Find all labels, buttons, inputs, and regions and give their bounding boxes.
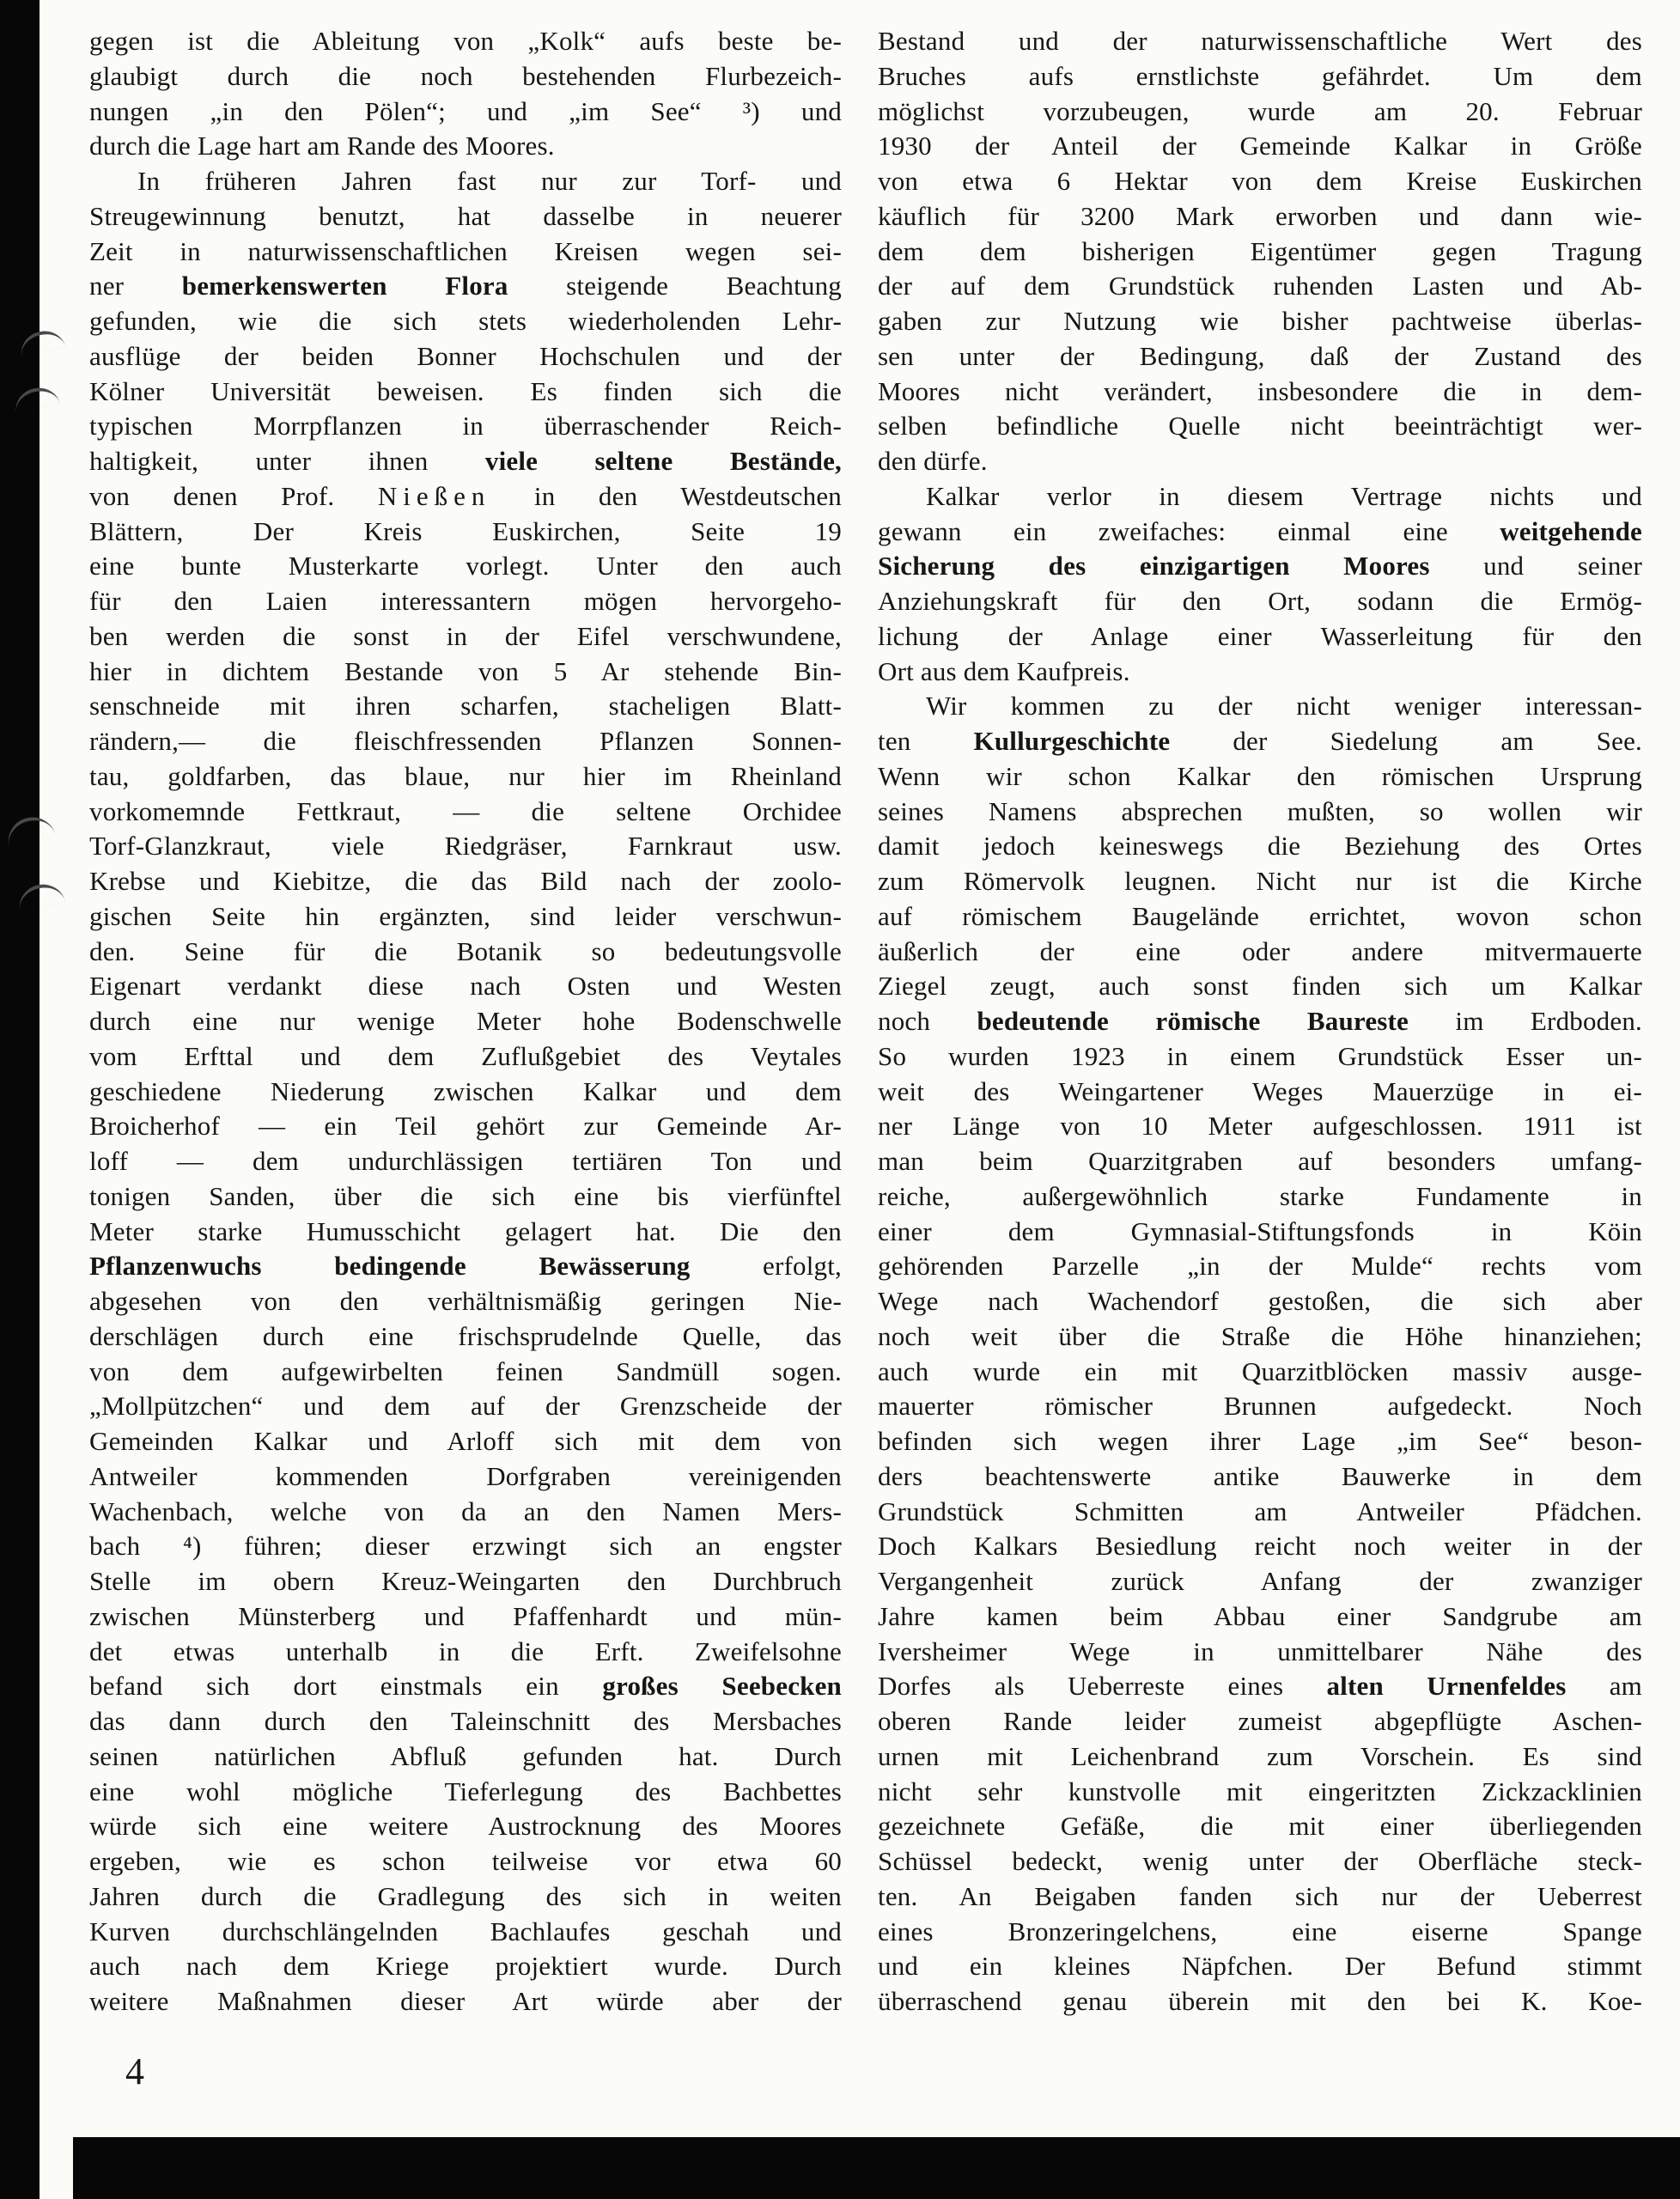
text-segment: vorkomemnde Fettkraut, — die seltene Orchidee [89, 795, 842, 826]
text-line [878, 864, 1642, 899]
text-segment: Kalkar verlor in diesem Vertrage nichts und [926, 480, 1642, 511]
text-segment: noch weit über die Straße die Höhe hinanziehen; [878, 1320, 1642, 1351]
text-line [878, 1669, 1642, 1704]
text-segment: Meter starke Humusschicht gelagert hat. Die den [89, 1215, 842, 1246]
text-segment: viele seltene Bestände, [484, 446, 842, 476]
text-segment: auch wurde ein mit Quarzitblöcken massiv ausge- [878, 1355, 1642, 1386]
page-number: 4 [125, 2050, 144, 2092]
text-segment: So wurden 1923 in einem Grundstück Esser un- [878, 1040, 1642, 1071]
text-segment: gegen ist die Ableitung von „Kolk“ aufs beste be- [89, 26, 842, 56]
text-line [89, 1949, 842, 1984]
text-line [878, 935, 1642, 970]
text-segment: tau, goldfarben, das blaue, nur hier im Rheinland [89, 760, 842, 791]
text-segment: 1930 der Anteil der Gemeinde Kalkar in Größe [878, 131, 1642, 161]
text-line [89, 479, 842, 515]
text-line [878, 1215, 1642, 1250]
text-line [89, 1844, 842, 1879]
text-line [89, 339, 842, 375]
text-line [878, 1949, 1642, 1984]
text-segment: Vergangenheit zurück Anfang der zwanziger [878, 1566, 1642, 1596]
text-segment: Torf-Glanzkraut, viele Riedgräser, Farnkraut usw. [89, 831, 842, 862]
text-segment: seinen natürlichen Abfluß gefunden hat. Durch [89, 1740, 842, 1771]
text-line [89, 1495, 842, 1530]
text-line [89, 94, 842, 130]
text-segment: Moores nicht verändert, insbesondere die in dem- [878, 375, 1642, 406]
scan-edge-left-bar [0, 0, 40, 2199]
text-line [89, 1424, 842, 1459]
text-line [89, 1355, 842, 1390]
text-segment: damit jedoch keineswegs die Beziehung des Ortes [878, 831, 1642, 862]
text-line [89, 1809, 842, 1844]
text-line [89, 269, 842, 304]
text-line [878, 59, 1642, 94]
text-segment: auch nach dem Kriege projektiert wurde. Durch [89, 1951, 842, 1982]
text-line [89, 409, 842, 444]
text-line [89, 549, 842, 584]
text-line [878, 1984, 1642, 2019]
text-segment: am [1566, 1671, 1642, 1702]
text-line [878, 759, 1642, 795]
text-segment: alten Urnenfeldes [1326, 1671, 1567, 1702]
text-line [878, 1599, 1642, 1635]
text-segment: möglichst vorzubeugen, wurde am 20. Februar [878, 95, 1642, 126]
text-segment: befinden sich wegen ihrer Lage „im See“ beson- [878, 1426, 1642, 1456]
text-segment: Gemeinden Kalkar und Arloff sich mit dem von [89, 1426, 842, 1456]
text-segment: bedeutende römische Baureste [977, 1006, 1409, 1036]
text-line [89, 969, 842, 1004]
text-line [89, 1739, 842, 1775]
text-line [878, 829, 1642, 864]
text-segment: hier in dichtem Bestande von 5 Ar stehende Bin- [89, 655, 842, 686]
text-line [89, 689, 842, 724]
text-segment: Zeit in naturwissenschaftlichen Kreisen wegen sei- [89, 235, 842, 266]
text-line [878, 479, 1642, 515]
text-segment: Stelle im obern Kreuz-Weingarten den Durchbruch [89, 1566, 842, 1596]
text-segment: Wenn wir schon Kalkar den römischen Ursprung [878, 760, 1642, 791]
text-line [89, 619, 842, 655]
text-segment: gehörenden Parzelle „in der Mulde“ rechts vom [878, 1251, 1642, 1282]
text-line [878, 584, 1642, 619]
text-segment: rändern,— die fleischfressenden Pflanzen Sonnen- [89, 726, 842, 756]
text-line [89, 1284, 842, 1319]
text-line [89, 1459, 842, 1495]
text-line [89, 1669, 842, 1704]
text-line [878, 1564, 1642, 1599]
text-segment: gewann ein zweifaches: einmal eine [878, 515, 1500, 546]
text-segment: Broicherhof — ein Teil gehört zur Gemeinde Ar- [89, 1111, 842, 1142]
text-segment: Blättern, Der Kreis Euskirchen, Seite 19 [89, 515, 842, 546]
text-line [89, 759, 842, 795]
text-line [878, 1775, 1642, 1810]
text-line [89, 59, 842, 94]
text-line [878, 1319, 1642, 1355]
text-line [89, 1004, 842, 1039]
text-column-right [878, 24, 1642, 2019]
text-line [878, 199, 1642, 235]
text-line [89, 1984, 842, 2019]
text-line [89, 1179, 842, 1215]
text-line [878, 1179, 1642, 1215]
text-line [89, 1215, 842, 1250]
text-line [878, 1739, 1642, 1775]
text-line [89, 899, 842, 935]
text-line [878, 1809, 1642, 1844]
text-segment: Ziegel zeugt, auch sonst finden sich um Kalkar [878, 971, 1642, 1002]
text-segment: seines Namens absprechen mußten, so wollen wir [878, 795, 1642, 826]
text-segment: befand sich dort einstmals ein [89, 1671, 603, 1702]
text-segment: ausflüge der beiden Bonner Hochschulen und der [89, 340, 842, 371]
text-line [878, 689, 1642, 724]
text-segment: äußerlich der eine oder andere mitvermauerte [878, 935, 1642, 966]
text-segment: eine wohl mögliche Tieferlegung des Bachbettes [89, 1776, 842, 1806]
text-segment: käuflich für 3200 Mark erworben und dann wie- [878, 200, 1642, 231]
text-line [89, 1075, 842, 1110]
text-line [878, 444, 1642, 479]
text-segment: auf römischem Baugelände errichtet, wovon schon [878, 900, 1642, 931]
text-line [89, 1915, 842, 1950]
text-segment: für den Laien interessantern mögen hervorgeho- [89, 586, 842, 616]
text-segment: gaben zur Nutzung wie bisher pachtweise überlas- [878, 306, 1642, 336]
scan-edge-bottom-bar [73, 2137, 1680, 2199]
text-line [89, 935, 842, 970]
text-segment: Jahre kamen beim Abbau einer Sandgrube am [878, 1600, 1642, 1631]
text-line [878, 1249, 1642, 1284]
text-line [878, 795, 1642, 830]
text-segment: von dem aufgewirbelten feinen Sandmüll sogen. [89, 1355, 842, 1386]
text-segment: Anziehungskraft für den Ort, sodann die Ermög- [878, 586, 1642, 616]
text-segment: eines Bronzeringelchens, eine eiserne Spange [878, 1916, 1642, 1946]
text-segment: durch eine nur wenige Meter hohe Bodenschwelle [89, 1006, 842, 1036]
text-line [89, 1879, 842, 1915]
text-segment: Dorfes als Ueberreste eines [878, 1671, 1327, 1702]
text-line [878, 1915, 1642, 1950]
text-line [878, 409, 1642, 444]
text-line [878, 24, 1642, 59]
text-line [878, 1495, 1642, 1530]
text-segment: zwischen Münsterberg und Pfaffenhardt und mün- [89, 1600, 842, 1631]
text-segment: Wachenbach, welche von da an den Namen Mers- [89, 1495, 842, 1526]
text-segment: ten. An Beigaben fanden sich nur der Ueberrest [878, 1880, 1642, 1911]
text-segment: Eigenart verdankt diese nach Osten und Westen [89, 971, 842, 1002]
text-line [878, 1355, 1642, 1390]
text-segment: von denen Prof. [89, 480, 378, 511]
text-line [89, 235, 842, 270]
text-line [878, 164, 1642, 199]
text-segment: loff — dem undurchlässigen tertiären Ton und [89, 1146, 842, 1176]
text-segment: Wir kommen zu der nicht weniger interessan- [926, 691, 1642, 722]
text-segment: Schüssel bedeckt, wenig unter der Oberfläche steck- [878, 1846, 1642, 1876]
text-segment: senschneide mit ihren scharfen, stacheligen Blatt- [89, 691, 842, 722]
text-segment: Kölner Universität beweisen. Es finden sich die [89, 375, 842, 406]
text-line [89, 864, 842, 899]
text-line [89, 129, 842, 164]
text-line [89, 1144, 842, 1179]
text-line [878, 724, 1642, 759]
text-segment: Pflanzenwuchs bedingende Bewässerung [89, 1251, 691, 1282]
text-line [878, 655, 1642, 690]
text-line [89, 1109, 842, 1144]
text-segment: ders beachtenswerte antike Bauwerke in dem [878, 1460, 1642, 1491]
text-line [878, 235, 1642, 270]
text-line [89, 655, 842, 690]
text-line [89, 724, 842, 759]
text-segment: ergeben, wie es schon teilweise vor etwa 60 [89, 1846, 842, 1876]
text-segment: ben werden die sonst in der Eifel verschwundene, [89, 620, 842, 651]
text-line [89, 304, 842, 339]
text-segment: weitgehende [1500, 515, 1642, 546]
text-segment: Sicherung des einzigartigen Moores [878, 551, 1430, 582]
text-line [89, 829, 842, 864]
text-segment: bach ⁴) führen; dieser erzwingt sich an engster [89, 1531, 842, 1562]
text-segment: oberen Rande leider zumeist abgepflügte Aschen- [878, 1706, 1642, 1736]
text-segment: im Erdboden. [1409, 1006, 1642, 1036]
text-line [878, 129, 1642, 164]
text-segment: Doch Kalkars Besiedlung reicht noch weiter in der [878, 1531, 1642, 1562]
text-segment: von etwa 6 Hektar von dem Kreise Euskirchen [878, 166, 1642, 196]
text-line [878, 304, 1642, 339]
text-segment: haltigkeit, unter ihnen [89, 446, 485, 476]
text-line [89, 1635, 842, 1670]
text-line [878, 1879, 1642, 1915]
text-line [89, 515, 842, 550]
text-segment: weitere Maßnahmen dieser Art würde aber der [89, 1986, 842, 2016]
text-line [878, 1424, 1642, 1459]
text-line [89, 375, 842, 410]
text-segment: Grundstück Schmitten am Antweiler Pfädchen. [878, 1495, 1642, 1526]
text-segment: der Siedelung am See. [1170, 726, 1642, 756]
text-line [89, 199, 842, 235]
text-segment: Streugewinnung benutzt, hat dasselbe in neuerer [89, 200, 842, 231]
text-segment: tonigen Sanden, über die sich eine bis vierfünftel [89, 1180, 842, 1211]
text-line [878, 969, 1642, 1004]
text-line [878, 619, 1642, 655]
text-segment: vom Erfttal und dem Zuflußgebiet des Veytales [89, 1040, 842, 1071]
text-line [89, 584, 842, 619]
text-segment: Iversheimer Wege in unmittelbarer Nähe des [878, 1636, 1642, 1666]
text-segment: nicht sehr kunstvolle mit eingeritzten Zickzacklinien [878, 1776, 1642, 1806]
text-segment: gischen Seite hin ergänzten, sind leider verschwun- [89, 900, 842, 931]
text-line [878, 1075, 1642, 1110]
text-line [878, 1109, 1642, 1144]
text-segment: weit des Weingartener Weges Mauerzüge in ei- [878, 1075, 1642, 1106]
text-segment: bemerkenswerten Flora [181, 271, 508, 302]
text-line [89, 444, 842, 479]
text-segment: reiche, außergewöhnlich starke Fundamente in [878, 1180, 1642, 1211]
text-line [878, 1529, 1642, 1564]
text-column-left [89, 24, 842, 2019]
text-segment: man beim Quarzitgraben auf besonders umfang- [878, 1146, 1642, 1176]
text-segment: in den Westdeutschen [490, 480, 842, 511]
text-segment: zum Römervolk leugnen. Nicht nur ist die Kirche [878, 866, 1642, 896]
text-line [878, 549, 1642, 584]
text-segment: Bestand und der naturwissenschaftliche Wert des [878, 26, 1642, 56]
text-segment: urnen mit Leichenbrand zum Vorschein. Es sind [878, 1740, 1642, 1771]
text-line [89, 24, 842, 59]
text-segment: durch die Lage hart am Rande des Moores. [89, 131, 555, 161]
text-segment: einer dem Gymnasial-Stiftungsfonds in Köin [878, 1215, 1642, 1246]
text-line [878, 1459, 1642, 1495]
text-segment: geschiedene Niederung zwischen Kalkar und dem [89, 1075, 842, 1106]
text-segment: Kullurgeschichte [973, 726, 1171, 756]
text-segment: das dann durch den Taleinschnitt des Mersbaches [89, 1706, 842, 1736]
text-segment: abgesehen von den verhältnismäßig geringen Nie- [89, 1286, 842, 1316]
text-segment: glaubigt durch die noch bestehenden Flurbezeich- [89, 60, 842, 91]
text-line [878, 1844, 1642, 1879]
text-segment: det etwas unterhalb in die Erft. Zweifelsohne [89, 1636, 842, 1666]
text-line [89, 1599, 842, 1635]
text-segment: Ort aus dem Kaufpreis. [878, 655, 1130, 686]
text-line [878, 899, 1642, 935]
text-line [878, 1284, 1642, 1319]
text-segment: ner [89, 271, 182, 302]
text-line [878, 1004, 1642, 1039]
text-segment: würde sich eine weitere Austrocknung des Moores [89, 1811, 842, 1842]
text-segment: Bruches aufs ernstlichste gefährdet. Um dem [878, 60, 1642, 91]
text-line [89, 1775, 842, 1810]
text-segment: typischen Morrpflanzen in überraschender Reich- [89, 411, 842, 442]
text-line [878, 1389, 1642, 1424]
text-line [878, 515, 1642, 550]
text-segment: mauerter römischer Brunnen aufgedeckt. Noch [878, 1391, 1642, 1422]
text-segment: der auf dem Grundstück ruhenden Lasten und Ab- [878, 271, 1642, 302]
text-segment: Nießen [377, 480, 491, 511]
text-segment: gefunden, wie die sich stets wiederholenden Lehr- [89, 306, 842, 336]
text-segment: großes Seebecken [602, 1671, 842, 1702]
text-segment: noch [878, 1006, 977, 1036]
text-segment: steigende Beachtung [508, 271, 842, 302]
text-segment: sen unter der Bedingung, daß der Zustand des [878, 340, 1642, 371]
text-line [89, 1564, 842, 1599]
text-segment: eine bunte Musterkarte vorlegt. Unter den auch [89, 551, 842, 582]
text-segment: selben befindliche Quelle nicht beeinträchtigt wer- [878, 411, 1642, 442]
text-segment: überraschend genau überein mit den bei K. Koe- [878, 1986, 1642, 2016]
text-segment: In früheren Jahren fast nur zur Torf- und [137, 166, 842, 196]
text-line [878, 1635, 1642, 1670]
text-segment: nungen „in den Pölen“; und „im See“ ³) und [89, 95, 842, 126]
text-segment: Antweiler kommenden Dorfgraben vereinigenden [89, 1460, 842, 1491]
text-segment: „Mollpützchen“ und dem auf der Grenzscheide der [89, 1391, 842, 1422]
text-line [89, 1039, 842, 1075]
text-segment: Jahren durch die Gradlegung des sich in weiten [89, 1880, 842, 1911]
text-line [89, 1389, 842, 1424]
text-line [89, 795, 842, 830]
text-segment: den. Seine für die Botanik so bedeutungsvolle [89, 935, 842, 966]
text-segment: und ein kleines Näpfchen. Der Befund stimmt [878, 1951, 1642, 1982]
text-line [878, 94, 1642, 130]
text-line [89, 164, 842, 199]
text-line [878, 375, 1642, 410]
text-line [878, 1039, 1642, 1075]
text-segment: dem dem bisherigen Eigentümer gegen Tragung [878, 235, 1642, 266]
text-line [89, 1249, 842, 1284]
text-segment: Krebse und Kiebitze, die das Bild nach der zoolo- [89, 866, 842, 896]
text-line [878, 339, 1642, 375]
text-line [878, 1704, 1642, 1739]
text-segment: Wege nach Wachendorf gestoßen, die sich aber [878, 1286, 1642, 1316]
text-segment: lichung der Anlage einer Wasserleitung für den [878, 620, 1642, 651]
text-segment: den dürfe. [878, 446, 988, 476]
text-line [89, 1704, 842, 1739]
text-segment: ner Länge von 10 Meter aufgeschlossen. 1911 ist [878, 1111, 1642, 1142]
text-line [878, 269, 1642, 304]
text-line [89, 1319, 842, 1355]
text-segment: erfolgt, [690, 1251, 842, 1282]
text-segment: Kurven durchschlängelnden Bachlaufes geschah und [89, 1916, 842, 1946]
text-segment: und seiner [1429, 551, 1642, 582]
text-segment: gezeichnete Gefäße, die mit einer überliegenden [878, 1811, 1642, 1842]
text-segment: derschlägen durch eine frischsprudelnde Quelle, das [89, 1320, 842, 1351]
text-line [878, 1144, 1642, 1179]
text-segment: ten [878, 726, 974, 756]
text-line [89, 1529, 842, 1564]
